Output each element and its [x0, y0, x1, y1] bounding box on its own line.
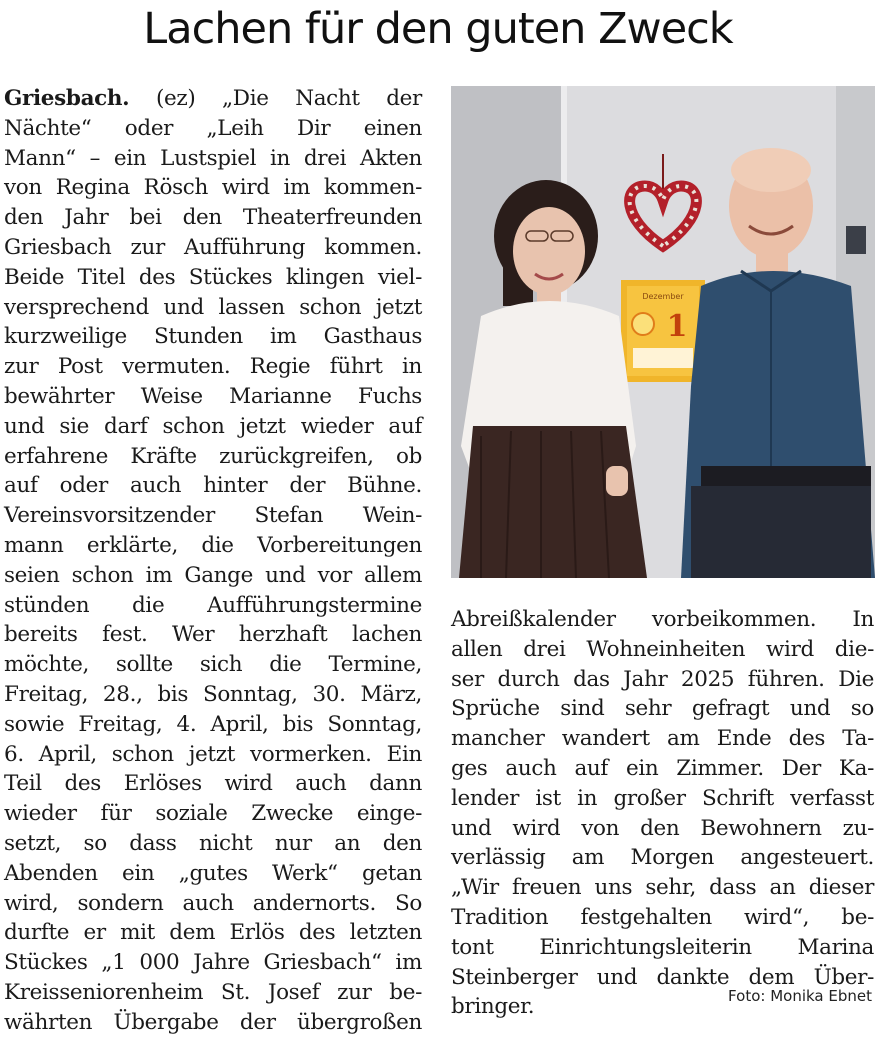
article-line: Kreisseniorenheim St. Josef zur be-: [4, 979, 422, 1005]
article-line: mancher wandert am Ende des Ta-: [451, 726, 874, 752]
article-line: Steinberger und dankte dem Über-: [451, 964, 874, 990]
calendar-day: 1: [666, 309, 688, 344]
article-line: versprechend und lassen schon jetzt: [4, 294, 422, 320]
article-line: den Jahr bei den Theaterfreunden: [4, 205, 422, 231]
article-line: erfahrene Kräfte zurückgreifen, ob: [4, 443, 422, 469]
article-line: allen drei Wohneinheiten wird die-: [451, 636, 874, 662]
article-line: auf oder auch hinter der Bühne.: [4, 473, 422, 499]
dateline: Griesbach.: [4, 86, 130, 111]
article-line: Abreißkalender vorbeikommen. In: [451, 607, 874, 632]
article-line: verlässig am Morgen angesteuert.: [451, 845, 874, 871]
article-column-right: [451, 605, 874, 1022]
article-line: Freitag, 28., bis Sonntag, 30. März,: [4, 681, 422, 707]
article-line: stünden die Aufführungstermine: [4, 592, 422, 618]
article-line: ser durch das Jahr 2025 führen. Die: [451, 666, 874, 692]
article-line: ges auch auf ein Zimmer. Der Ka-: [451, 755, 874, 781]
article-line: Abenden ein „gutes Werk“ getan: [4, 860, 422, 886]
article-line: „Wir freuen uns sehr, dass an dieser: [451, 875, 874, 901]
article-line: Sprüche sind sehr gefragt und so: [451, 696, 874, 722]
article-line-text: (ez) „Die Nacht der: [129, 86, 422, 111]
calendar-month: Dezember: [642, 292, 684, 301]
article-line: Vereinsvorsitzender Stefan Wein-: [4, 503, 422, 529]
article-line: tont Einrichtungsleiterin Marina: [451, 934, 874, 960]
article-line: mann erklärte, die Vorbereitungen: [4, 532, 422, 558]
article-line: bringer.: [451, 994, 535, 1020]
article-line: seien schon im Gange und vor allem: [4, 562, 422, 588]
article-line: durfte er mit dem Erlös des letzten: [4, 920, 422, 946]
article-line: kurzweilige Stunden im Gasthaus: [4, 324, 422, 350]
article-column-left: [4, 84, 422, 1038]
article-line: von Regina Rösch wird im kommen-: [4, 175, 422, 201]
article-line: Tradition festgehalten wird“, be-: [451, 904, 874, 930]
article-line: Beide Titel des Stückes klingen viel-: [4, 264, 422, 290]
article-line: und sie darf schon jetzt wieder auf: [4, 413, 422, 439]
article-line: Stückes „1 000 Jahre Griesbach“ im: [4, 950, 422, 976]
tear-off-calendar: [621, 280, 705, 382]
article-line: möchte, sollte sich die Termine,: [4, 652, 422, 678]
article-line: Nächte“ oder „Leih Dir einen: [4, 115, 422, 141]
article-line: Griesbach zur Aufführung kommen.: [4, 234, 422, 260]
article-line: wird, sondern auch andernorts. So: [4, 890, 422, 916]
article-photo: [451, 86, 875, 578]
article-line: bereits fest. Wer herzhaft lachen: [4, 622, 422, 648]
article-line: bewährter Weise Marianne Fuchs: [4, 383, 422, 409]
article-line: sowie Freitag, 4. April, bis Sonntag,: [4, 711, 422, 737]
article-line: Teil des Erlöses wird auch dann: [4, 771, 422, 797]
article-line: setzt, so dass nicht nur an den: [4, 830, 422, 856]
article-line: wieder für soziale Zwecke einge-: [4, 801, 422, 827]
article-line: 6. April, schon jetzt vormerken. Ein: [4, 741, 422, 767]
article-line: [4, 84, 422, 114]
headline: Lachen für den guten Zweck: [143, 4, 733, 54]
article-line: lender ist in großer Schrift verfasst: [451, 785, 874, 811]
article-line: und wird von den Bewohnern zu-: [451, 815, 874, 841]
article-line: Mann“ – ein Lustspiel in drei Akten: [4, 145, 422, 171]
article-line: währten Übergabe der übergroßen: [4, 1009, 422, 1035]
photo-credit: Foto: Monika Ebnet: [728, 987, 872, 1005]
article-line: zur Post vermuten. Regie führt in: [4, 354, 422, 380]
